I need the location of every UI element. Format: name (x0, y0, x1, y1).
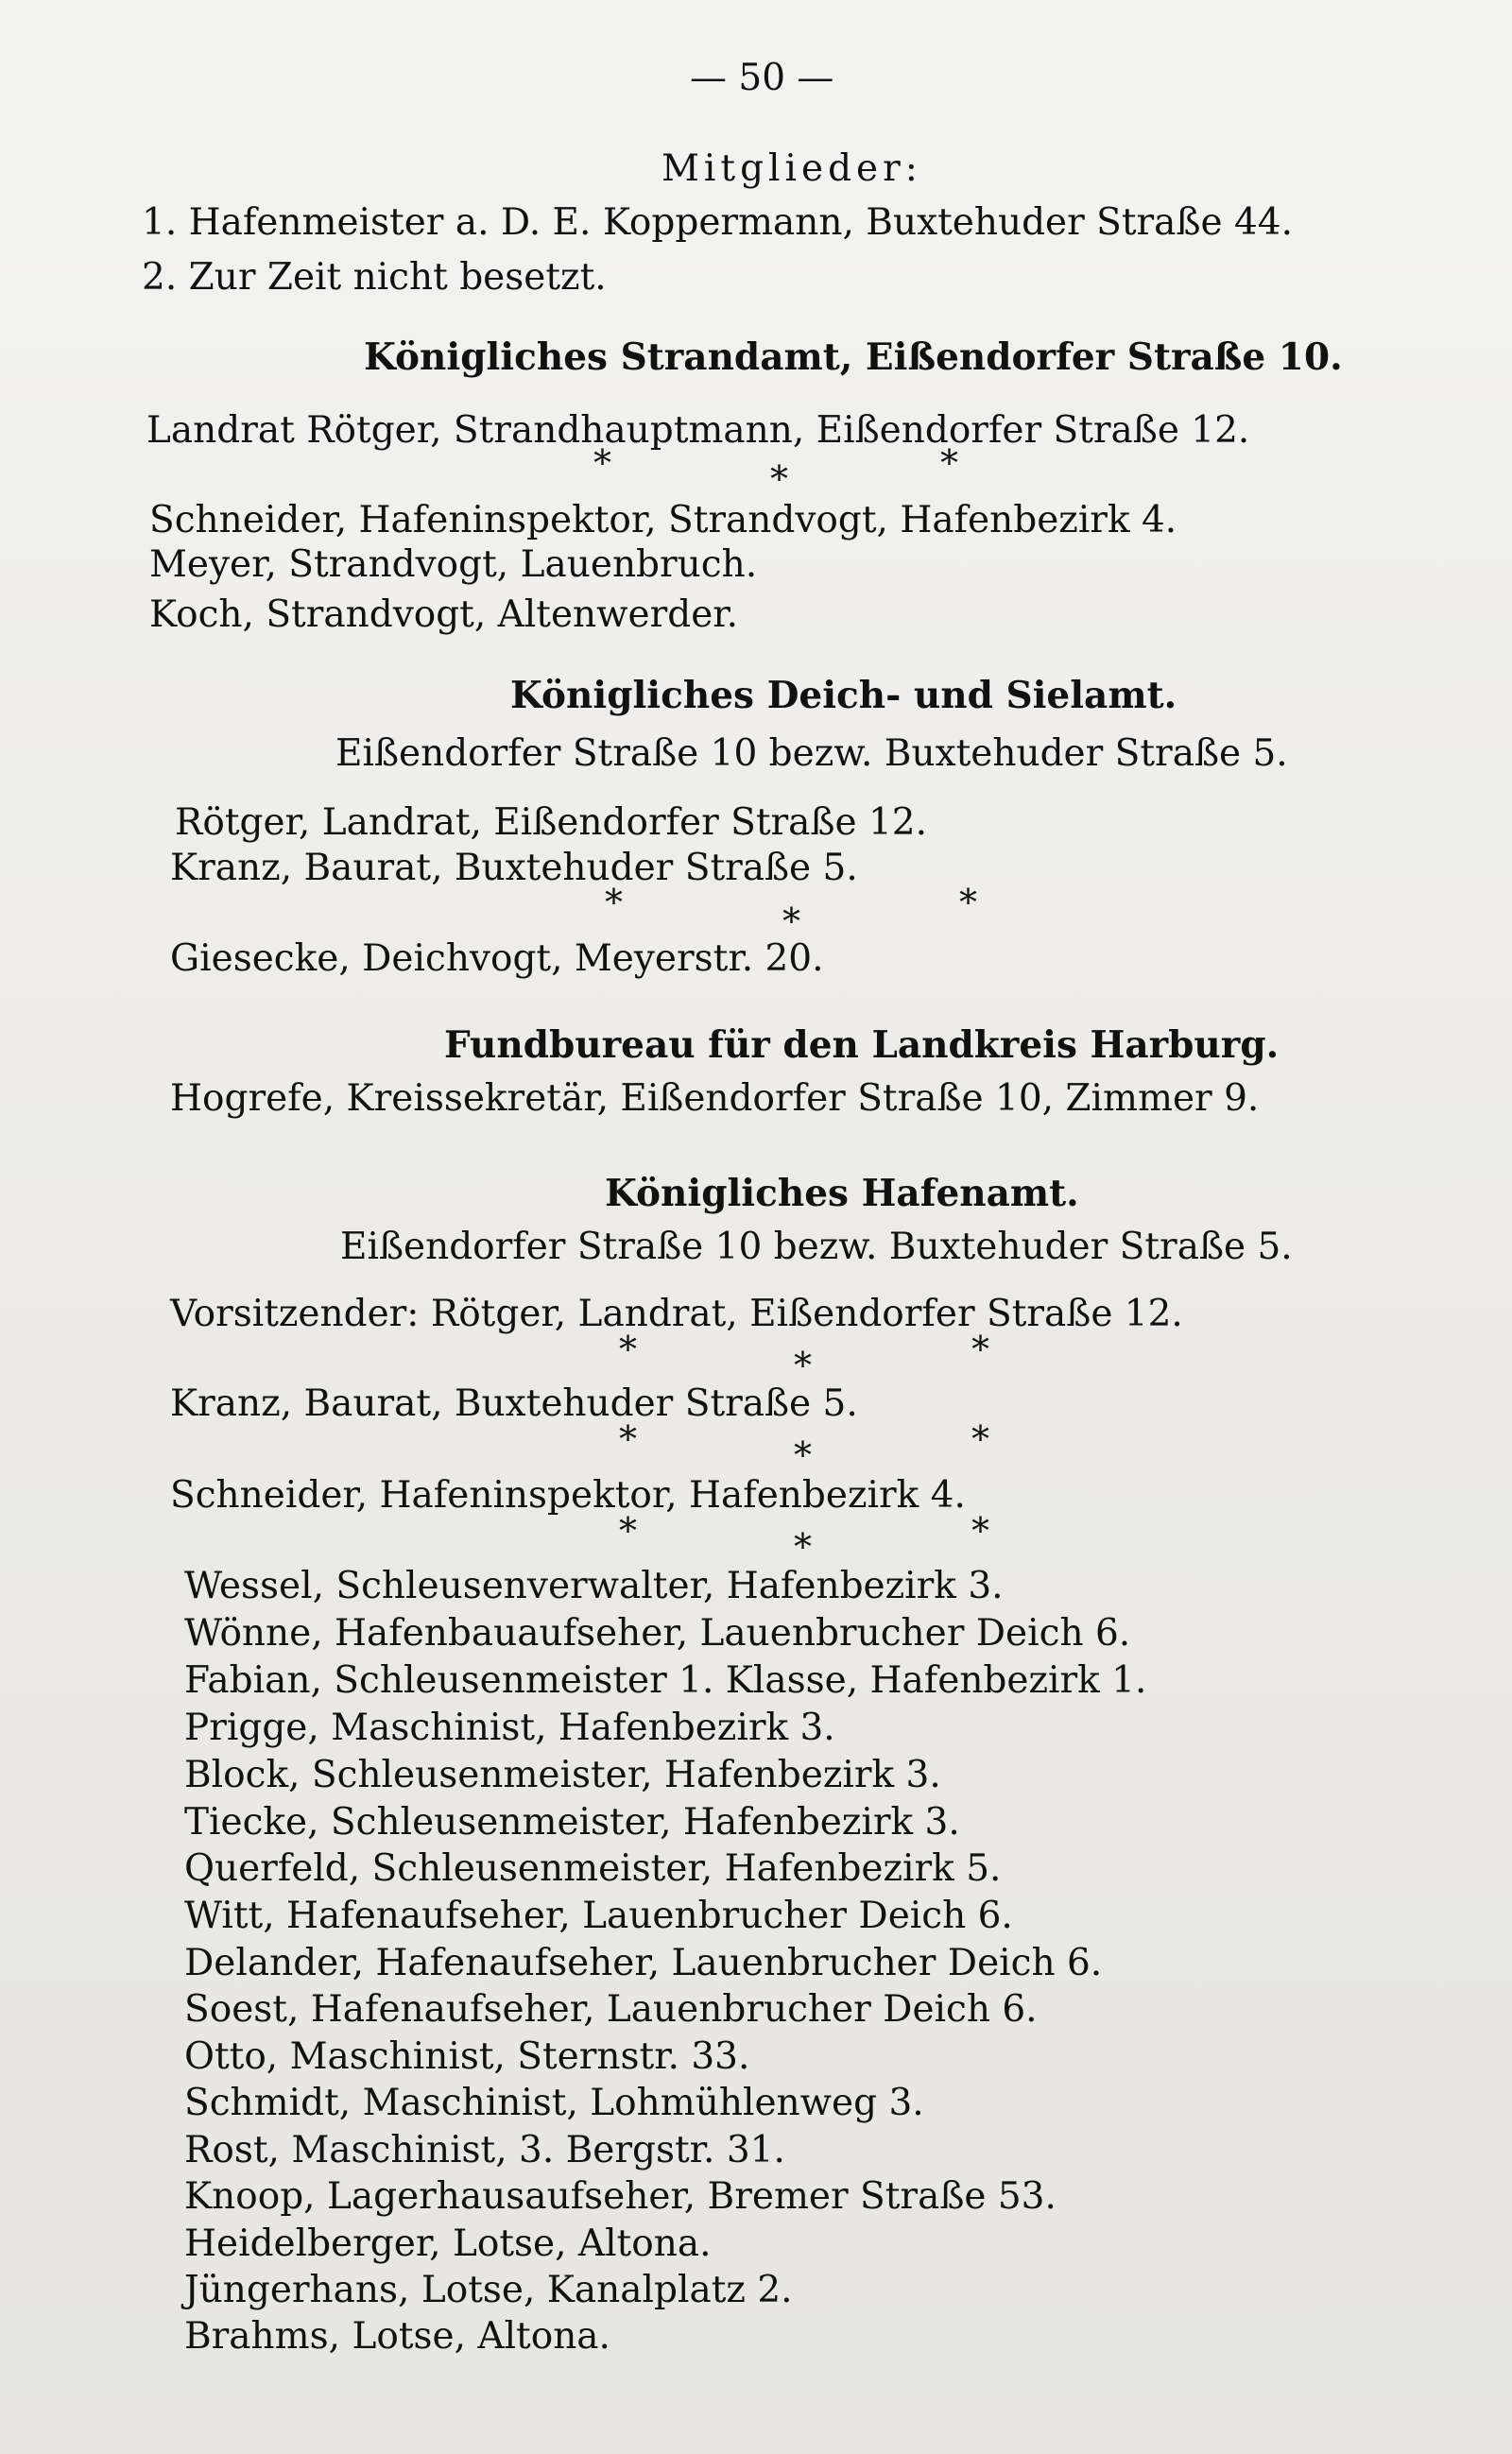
hafenamt-staff-item: Rost, Maschinist, 3. Bergstr. 31. (184, 2129, 785, 2171)
hafenamt-staff-item: Otto, Maschinist, Sternstr. 33. (184, 2035, 750, 2078)
hafenamt-staff-item: Prigge, Maschinist, Hafenbezirk 3. (184, 1707, 835, 1749)
strandamt-head: Landrat Rötger, Strandhauptmann, Eißendorfer Straße 12. (146, 409, 1250, 452)
page-number: — 50 — (690, 57, 834, 99)
asterisk: * (959, 882, 977, 923)
hafenamt-staff-item: Delander, Hafenaufseher, Lauenbrucher Deich 6. (184, 1942, 1103, 1984)
hafenamt-heading: Königliches Hafenamt. (605, 1172, 1079, 1215)
hafenamt-staff-item: Wessel, Schleusenverwalter, Hafenbezirk 3. (184, 1565, 1004, 1607)
asterisk: * (794, 1345, 812, 1386)
asterisk: * (971, 1329, 989, 1370)
mitglieder-heading: Mitglieder: (662, 147, 922, 190)
deichamt-address: Eißendorfer Straße 10 bezw. Buxtehuder Straße 5. (335, 732, 1288, 775)
hafenamt-staff-item: Heidelberger, Lotse, Altona. (184, 2222, 712, 2265)
hafenamt-staff-item: Witt, Hafenaufseher, Lauenbrucher Deich 6. (184, 1895, 1013, 1937)
hafenamt-staff-item: Soest, Hafenaufseher, Lauenbrucher Deich 6. (184, 1988, 1038, 2031)
hafenamt-staff-item: Fabian, Schleusenmeister 1. Klasse, Hafenbezirk 1. (184, 1659, 1147, 1702)
hafenamt-address: Eißendorfer Straße 10 bezw. Buxtehuder Straße 5. (340, 1226, 1293, 1268)
hafenamt-inspektor: Schneider, Hafeninspektor, Hafenbezirk 4. (170, 1474, 966, 1517)
asterisk: * (940, 442, 958, 484)
hafenamt-staff-item: Wönne, Hafenbauaufseher, Lauenbrucher Deich 6. (184, 1612, 1131, 1655)
deichamt-heading: Königliches Deich- und Sielamt. (510, 674, 1177, 717)
hafenamt-staff-item: Jüngerhans, Lotse, Kanalplatz 2. (184, 2269, 793, 2311)
asterisk: * (782, 901, 800, 942)
deichamt-deichvogt: Giesecke, Deichvogt, Meyerstr. 20. (170, 937, 824, 980)
strandamt-heading (364, 335, 1343, 380)
strandamt-heading-text: Königliches Strandamt, Eißendorfer Straße 10. (364, 335, 1343, 379)
hafenamt-chair: Vorsitzender: Rötger, Landrat, Eißendorfer Straße 12. (170, 1293, 1183, 1335)
strandamt-member: Koch, Strandvogt, Altenwerder. (149, 593, 739, 636)
asterisk: * (971, 1510, 989, 1552)
asterisk: * (619, 1510, 637, 1552)
asterisk: * (770, 458, 788, 500)
deichamt-member: Kranz, Baurat, Buxtehuder Straße 5. (170, 847, 858, 889)
hafenamt-staff-item: Brahms, Lotse, Altona. (184, 2315, 610, 2358)
hafenamt-staff-item: Block, Schleusenmeister, Hafenbezirk 3. (184, 1754, 941, 1796)
deichamt-member: Rötger, Landrat, Eißendorfer Straße 12. (175, 801, 927, 844)
asterisk: * (619, 1329, 637, 1370)
hafenamt-staff-item: Knoop, Lagerhausaufseher, Bremer Straße 53. (184, 2175, 1057, 2218)
hafenamt-staff-item: Querfeld, Schleusenmeister, Hafenbezirk 5. (184, 1847, 1002, 1890)
asterisk: * (794, 1526, 812, 1568)
asterisk: * (605, 882, 623, 923)
strandamt-member: Meyer, Strandvogt, Lauenbruch. (149, 543, 758, 586)
fundbureau-entry: Hogrefe, Kreissekretär, Eißendorfer Straße 10, Zimmer 9. (170, 1077, 1260, 1120)
asterisk: * (619, 1418, 637, 1460)
asterisk: * (593, 442, 611, 484)
mitglieder-item: 2. Zur Zeit nicht besetzt. (142, 256, 607, 299)
asterisk: * (794, 1434, 812, 1476)
hafenamt-staff-item: Schmidt, Maschinist, Lohmühlenweg 3. (184, 2082, 924, 2124)
hafenamt-baurat: Kranz, Baurat, Buxtehuder Straße 5. (170, 1382, 858, 1425)
hafenamt-staff-item: Tiecke, Schleusenmeister, Hafenbezirk 3. (184, 1801, 960, 1844)
strandamt-member: Schneider, Hafeninspektor, Strandvogt, Hafenbezirk 4. (149, 499, 1177, 541)
fundbureau-heading: Fundbureau für den Landkreis Harburg. (444, 1023, 1280, 1067)
mitglieder-item: 1. Hafenmeister a. D. E. Koppermann, Buxtehuder Straße 44. (142, 201, 1293, 244)
asterisk: * (971, 1418, 989, 1460)
